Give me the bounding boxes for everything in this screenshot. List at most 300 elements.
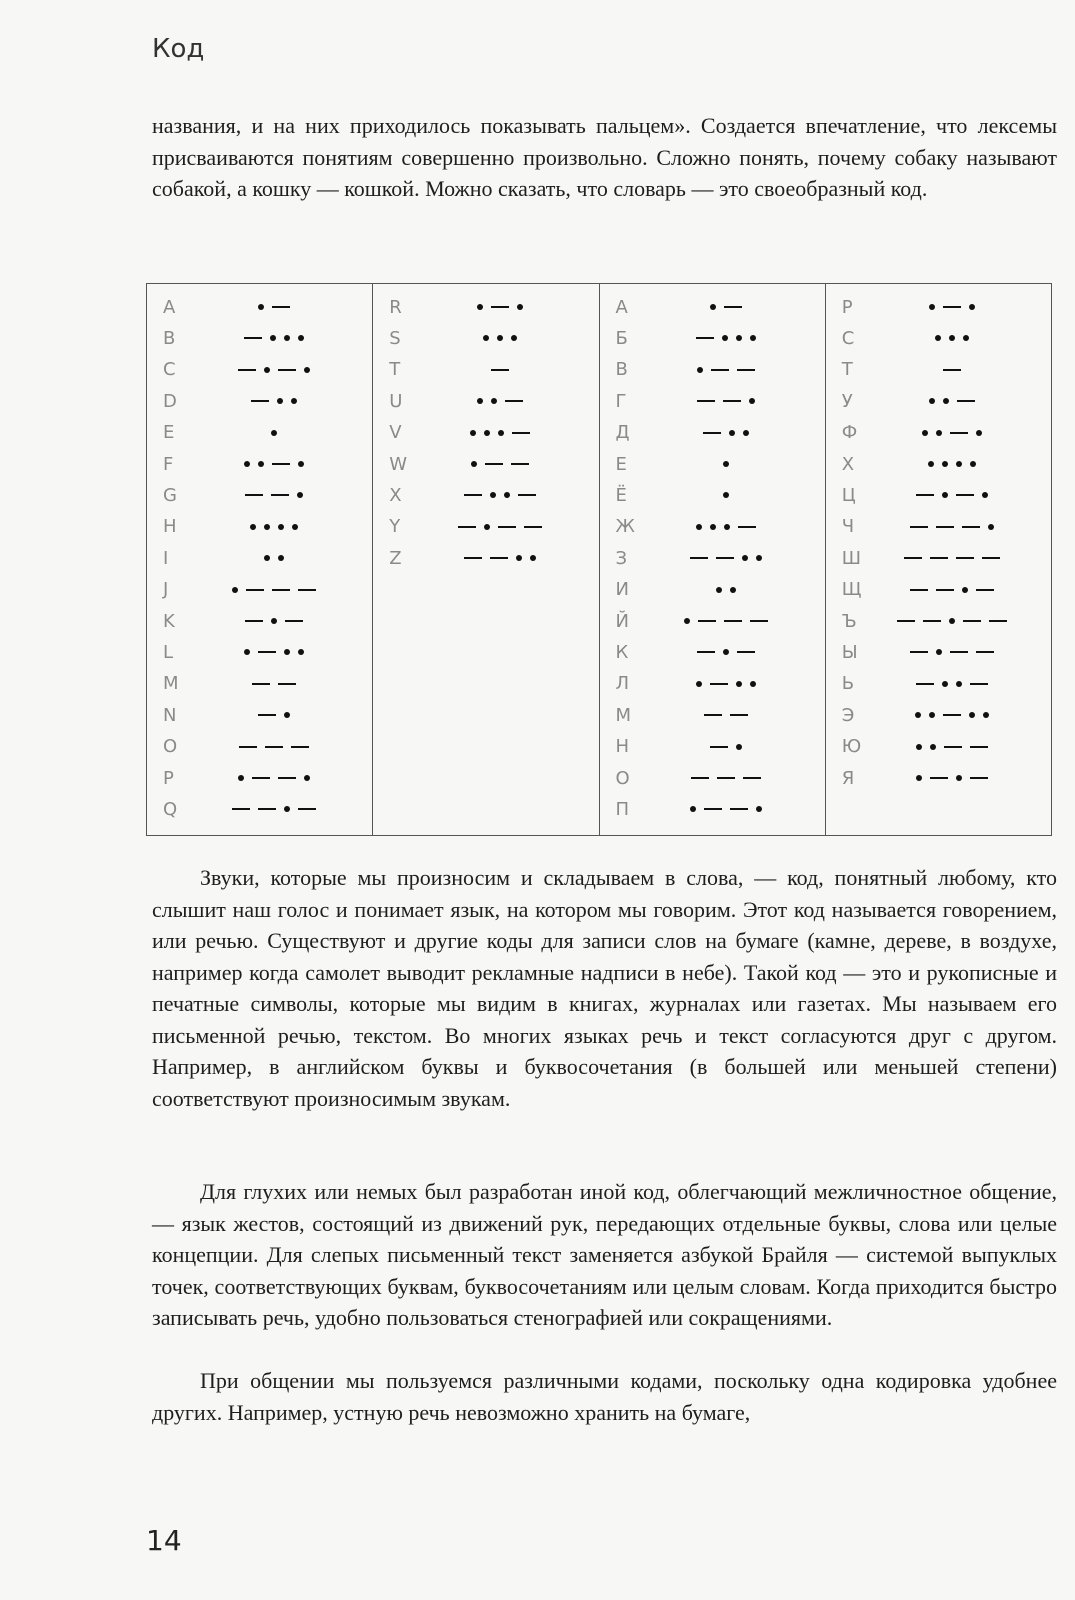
morse-dash [930,777,948,779]
morse-letter: В [615,359,628,381]
morse-row [147,574,372,606]
morse-row [600,731,825,763]
morse-dash [704,808,722,810]
morse-code [874,649,1051,655]
morse-letter: Y [389,516,401,538]
morse-letter: Л [615,673,630,695]
morse-letter: N [163,704,177,726]
morse-code [874,618,1051,624]
morse-dot [477,304,483,310]
morse-code [421,369,598,371]
morse-letter: D [163,390,177,412]
morse-letter: Ш [841,547,861,569]
morse-dash [524,526,542,528]
morse-code [195,587,372,593]
morse-dot [969,304,975,310]
morse-row [826,762,1051,794]
morse-code [648,744,825,750]
morse-letter: O [163,736,178,758]
morse-dash [730,714,748,716]
morse-letter: Г [615,390,627,412]
morse-dash [717,777,735,779]
morse-dash [724,306,742,308]
morse-dash [957,400,975,402]
morse-dot [244,461,250,467]
morse-dot [749,398,755,404]
morse-dot [724,524,730,530]
morse-dot [930,744,936,750]
morse-dash [518,494,536,496]
morse-dot [238,775,244,781]
morse-dot [949,618,955,624]
morse-dash [258,651,276,653]
morse-dash [943,714,961,716]
morse-code [648,714,825,716]
morse-letter: У [841,390,853,412]
morse-dot [736,335,742,341]
morse-dot [304,367,310,373]
morse-row [600,479,825,511]
morse-row [373,479,598,511]
morse-dash [491,369,509,371]
morse-dash [737,369,755,371]
morse-code [874,461,1051,467]
morse-dot [284,649,290,655]
morse-dot [250,524,256,530]
paragraph-2: Звуки, которые мы произносим и складываем в слова, — код, понятный любому, кто слышит наш голос и понимает язык, на котором мы говорим. Этот код называется говорением, или речью. Существуют и другие коды для записи слов на бумаге (камне, дереве, в воздухе, например когда самолет выводит рекламные надписи в небе). Такой код — это и рукописные и печатные символы, которые мы видим в книгах, журналах или газетах. Мы называем его письменной речью, текстом. Во многих языках речь и текст согласуются друг с другом. Например, в английском буквы и буквосочетания (в большей или меньшей степени) соответствуют произносимым звукам. [152,865,1057,1111]
morse-dash [916,494,934,496]
morse-dot [696,681,702,687]
morse-dash [258,808,276,810]
morse-dot [517,304,523,310]
morse-row [826,605,1051,637]
morse-dash [730,808,748,810]
morse-letter: J [163,579,169,601]
morse-dot [969,712,975,718]
morse-code [648,806,825,812]
morse-dash [271,494,289,496]
morse-letter: И [615,579,629,601]
morse-dot [284,712,290,718]
morse-dot [730,587,736,593]
morse-dash [252,683,270,685]
morse-row [147,542,372,574]
morse-letter: C [163,359,176,381]
morse-letter: F [163,453,174,475]
morse-dash [910,526,928,528]
morse-dash [258,714,276,716]
morse-code [874,524,1051,530]
morse-dot [304,775,310,781]
morse-dash [970,777,988,779]
morse-row [826,322,1051,354]
morse-dash [244,337,262,339]
morse-code [195,649,372,655]
morse-letter: Щ [841,579,862,601]
morse-dot [271,618,277,624]
morse-row [600,762,825,794]
morse-dot [298,335,304,341]
morse-code [195,304,372,310]
morse-letter: Э [841,704,855,726]
morse-dash [464,557,482,559]
morse-dash [691,777,709,779]
morse-dash [944,746,962,748]
morse-dot [956,775,962,781]
morse-dot [264,555,270,561]
morse-row [373,448,598,480]
morse-row [147,762,372,794]
morse-row [826,699,1051,731]
morse-dot [484,524,490,530]
morse-code [195,524,372,530]
morse-code [874,744,1051,750]
morse-dash [962,526,980,528]
morse-row [600,354,825,386]
morse-row [826,417,1051,449]
morse-letter: Е [615,453,627,475]
morse-code [648,681,825,687]
morse-row [147,322,372,354]
morse-dash [490,557,508,559]
morse-letter: H [163,516,177,538]
morse-dot [270,335,276,341]
morse-dot [498,430,504,436]
morse-letter: Ё [615,484,627,506]
morse-row [826,354,1051,386]
morse-row [826,448,1051,480]
morse-dot [915,712,921,718]
morse-dash [298,808,316,810]
morse-dash [970,683,988,685]
morse-dash [272,463,290,465]
morse-dot [916,744,922,750]
morse-letter: Б [615,327,628,349]
morse-row [600,636,825,668]
morse-code [648,430,825,436]
morse-code [421,461,598,467]
morse-code [874,681,1051,687]
morse-letter: С [841,327,855,349]
morse-letter: U [389,390,403,412]
morse-dot [942,492,948,498]
morse-row [147,448,372,480]
morse-dot [258,304,264,310]
morse-code [421,492,598,498]
morse-dot [291,398,297,404]
morse-dash [910,589,928,591]
morse-dot [729,430,735,436]
morse-dot [298,649,304,655]
morse-row [826,511,1051,543]
morse-dot [723,492,729,498]
morse-code [648,618,825,624]
morse-code [648,524,825,530]
morse-letter: З [615,547,628,569]
morse-dot [983,712,989,718]
morse-letter: Ю [841,736,862,758]
morse-letter: Х [841,453,855,475]
morse-dash [976,589,994,591]
morse-dash [976,651,994,653]
morse-column-latin-2 [373,284,599,835]
morse-dot [722,335,728,341]
paragraph-1: названия, и на них приходилось показывать пальцем». Создается впечатление, что лексемы присваиваются понятиям совершенно произвольно. Сложно понять, почему собаку называют собакой, а кошку — кошкой. Можно сказать, что словарь — это своеобразный код. [152,113,1057,201]
morse-code [648,304,825,310]
morse-code [874,775,1051,781]
morse-row [826,542,1051,574]
morse-dot [982,492,988,498]
morse-code [648,398,825,404]
morse-code [195,683,372,685]
morse-code [648,335,825,341]
morse-column-cyrillic-2 [826,284,1051,835]
morse-code [874,587,1051,593]
morse-letter: Q [163,798,178,820]
morse-dash [272,306,290,308]
morse-dash [943,306,961,308]
morse-letter: П [615,798,630,820]
morse-dot [956,461,962,467]
morse-dash [278,777,296,779]
morse-dot [284,335,290,341]
morse-letter: Ф [841,422,858,444]
morse-dot [929,398,935,404]
morse-dot [497,335,503,341]
morse-dash [956,494,974,496]
morse-dash [743,777,761,779]
morse-code [648,587,825,593]
morse-letter: P [163,767,174,789]
morse-row [600,605,825,637]
morse-dash [485,463,503,465]
morse-letter: W [389,453,408,475]
morse-row [373,542,598,574]
morse-letter: О [615,767,630,789]
morse-dash [285,620,303,622]
morse-dot [756,806,762,812]
morse-dash [956,557,974,559]
morse-row [826,385,1051,417]
morse-code [874,369,1051,371]
morse-letter: R [389,296,402,318]
morse-row [826,574,1051,606]
morse-dash [710,746,728,748]
morse-dot [723,649,729,655]
morse-dot [716,587,722,593]
morse-dash [923,620,941,622]
morse-letter: Н [615,736,630,758]
morse-code [874,557,1051,559]
morse-dot [929,712,935,718]
morse-code [648,492,825,498]
morse-code [195,367,372,373]
morse-dash [696,337,714,339]
morse-dash [930,557,948,559]
morse-code [195,335,372,341]
morse-code [195,806,372,812]
morse-letter: Р [841,296,853,318]
morse-dot [264,367,270,373]
morse-dot [929,304,935,310]
morse-code [195,398,372,404]
morse-row [373,322,598,354]
morse-code [195,461,372,467]
morse-row [826,636,1051,668]
morse-row [147,699,372,731]
morse-dot [976,430,982,436]
morse-dash [943,369,961,371]
morse-dot [936,649,942,655]
morse-dash [245,494,263,496]
morse-row [373,291,598,323]
morse-row [147,291,372,323]
morse-row [600,448,825,480]
morse-letter: К [615,641,629,663]
morse-row [600,574,825,606]
morse-dot [516,555,522,561]
morse-dot [278,524,284,530]
morse-code [648,367,825,373]
morse-column-cyrillic-1 [600,284,826,835]
morse-dot [298,461,304,467]
morse-dot [297,492,303,498]
morse-code [421,555,598,561]
morse-code [874,712,1051,718]
morse-dot [750,681,756,687]
morse-row [600,668,825,700]
morse-row [147,731,372,763]
morse-dash [963,620,981,622]
morse-letter: Ь [841,673,855,695]
morse-dash [950,432,968,434]
morse-dash [723,400,741,402]
morse-dot [710,304,716,310]
morse-letter: S [389,327,401,349]
morse-dot [942,681,948,687]
morse-dot [232,587,238,593]
morse-code [195,712,372,718]
morse-letter: L [163,641,174,663]
morse-dot [956,681,962,687]
morse-letter: A [163,296,176,318]
morse-dash [464,494,482,496]
running-header: Код [152,34,205,64]
morse-row [826,291,1051,323]
morse-dash [989,620,1007,622]
morse-letter: М [615,704,632,726]
morse-dash [238,369,256,371]
morse-dash [272,589,290,591]
morse-code [421,524,598,530]
morse-dot [936,430,942,436]
morse-dot [743,430,749,436]
morse-dash [512,432,530,434]
morse-row [600,542,825,574]
morse-row [147,793,372,825]
morse-dot [970,461,976,467]
morse-dot [942,461,948,467]
morse-code [195,746,372,748]
morse-dot [697,367,703,373]
morse-dot [530,555,536,561]
morse-dot [988,524,994,530]
morse-dash [724,620,742,622]
morse-dash [239,746,257,748]
morse-letter: X [389,484,402,506]
morse-row [600,699,825,731]
morse-dot [935,335,941,341]
morse-dot [742,555,748,561]
morse-row [600,322,825,354]
morse-row [826,668,1051,700]
morse-column-latin-1 [147,284,373,835]
morse-code [195,555,372,561]
morse-letter: Ж [615,516,635,538]
morse-dash [737,651,755,653]
morse-row [826,731,1051,763]
morse-code [648,649,825,655]
morse-row [147,668,372,700]
morse-dot [684,618,690,624]
morse-row [147,511,372,543]
morse-code [195,492,372,498]
morse-dot [928,461,934,467]
morse-letter: Ц [841,484,856,506]
morse-code [874,335,1051,341]
morse-dash [232,808,250,810]
morse-dash [936,589,954,591]
morse-letter: I [163,547,169,569]
morse-row [147,417,372,449]
morse-dash [246,589,264,591]
morse-dot [470,430,476,436]
morse-dash [698,620,716,622]
morse-letter: Ы [841,641,858,663]
morse-dot [271,430,277,436]
morse-row [826,479,1051,511]
morse-code [874,430,1051,436]
morse-dot [490,492,496,498]
morse-dot [483,335,489,341]
morse-row [147,605,372,637]
morse-row [600,793,825,825]
morse-letter: E [163,422,175,444]
morse-dash [910,651,928,653]
morse-dash [697,651,715,653]
morse-dash [690,557,708,559]
morse-row [373,417,598,449]
morse-letter: Я [841,767,855,789]
morse-dot [723,461,729,467]
morse-dash [970,746,988,748]
morse-row [147,385,372,417]
morse-dot [963,335,969,341]
morse-code [421,430,598,436]
morse-row [600,291,825,323]
morse-dot [736,681,742,687]
morse-dot [278,555,284,561]
morse-letter: V [389,422,402,444]
morse-code-table [146,283,1052,836]
morse-dot [277,398,283,404]
morse-dash [710,683,728,685]
morse-code [874,398,1051,404]
morse-dash [245,620,263,622]
morse-dot [916,775,922,781]
morse-dash [697,400,715,402]
morse-dash [703,432,721,434]
